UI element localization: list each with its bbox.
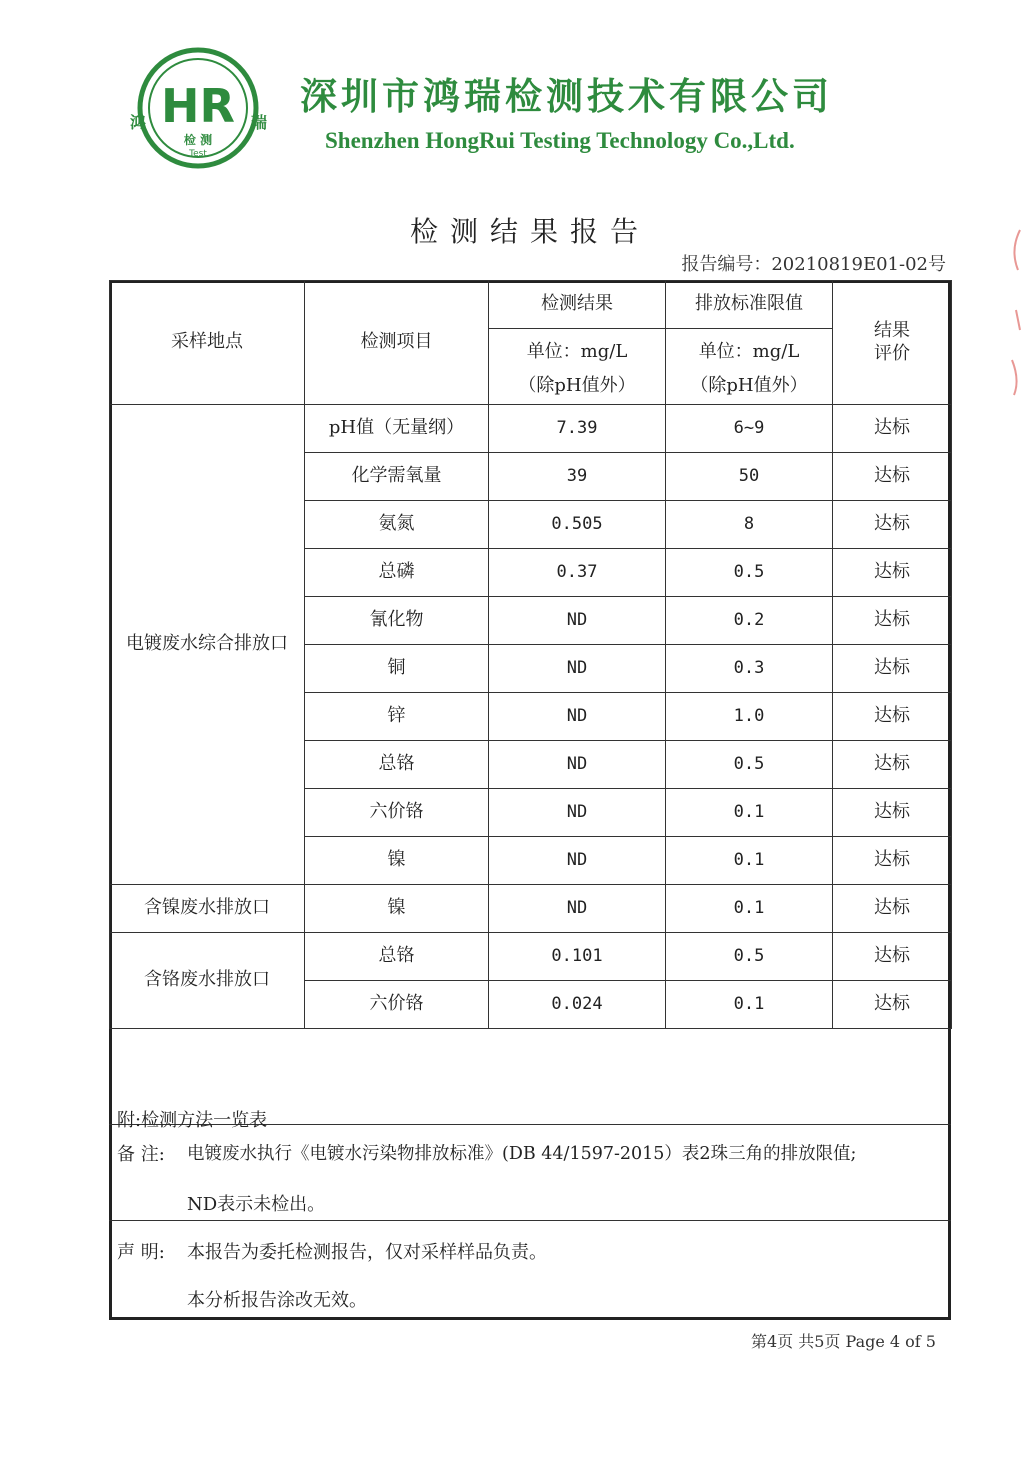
eval-cell: 达标 (833, 501, 952, 549)
header-limit: 排放标准限值 (666, 281, 833, 329)
logo-letters: HR (161, 79, 235, 133)
company-name-cn: 深圳市鸿瑞检测技术有限公司 (300, 74, 833, 118)
statement-line-1: 本报告为委托检测报告，仅对采样样品负责。 (187, 1242, 547, 1263)
header-result: 检测结果 (489, 281, 666, 329)
result-cell: 0.101 (489, 933, 666, 981)
result-cell: ND (489, 693, 666, 741)
item-cell: 铜 (305, 645, 489, 693)
eval-cell: 达标 (833, 933, 952, 981)
limit-cell: 0.1 (666, 885, 833, 933)
item-cell: pH值（无量纲） (305, 405, 489, 453)
limit-cell: 50 (666, 453, 833, 501)
notes-section (109, 1032, 951, 1320)
item-cell: 氰化物 (305, 597, 489, 645)
item-cell: 总铬 (305, 741, 489, 789)
result-cell: ND (489, 741, 666, 789)
location-cell: 含铬废水排放口 (110, 933, 305, 1029)
limit-cell: 0.3 (666, 645, 833, 693)
item-cell: 六价铬 (305, 789, 489, 837)
logo-sub: 检 测 (183, 133, 213, 147)
eval-cell: 达标 (833, 789, 952, 837)
limit-unit-note: （除pH值外） (690, 374, 808, 396)
result-cell: 0.37 (489, 549, 666, 597)
table-row (110, 405, 952, 453)
remark-line-1: 电镀废水执行《电镀水污染物排放标准》(DB 44/1597-2015）表2珠三角的排放限值; (187, 1144, 857, 1164)
location-cell: 含镍废水排放口 (110, 885, 305, 933)
item-cell: 化学需氧量 (305, 453, 489, 501)
company-name-en: Shenzhen HongRui Testing Technology Co.,Ltd. (325, 128, 795, 153)
result-cell: 7.39 (489, 405, 666, 453)
eval-cell: 达标 (833, 405, 952, 453)
result-unit: 单位：mg/L (526, 340, 628, 362)
eval-cell: 达标 (833, 981, 952, 1029)
result-cell: ND (489, 789, 666, 837)
item-cell: 六价铬 (305, 981, 489, 1029)
logo-sub-en: Test (189, 149, 207, 159)
limit-cell: 1.0 (666, 693, 833, 741)
header-location: 采样地点 (110, 281, 305, 405)
logo-right-char: 瑞 (250, 113, 268, 132)
stamp-fragment (1006, 220, 1024, 400)
item-cell: 镍 (305, 837, 489, 885)
result-cell: ND (489, 597, 666, 645)
item-cell: 总铬 (305, 933, 489, 981)
statement-line-2: 本分析报告涂改无效。 (187, 1290, 367, 1311)
attachment-note: 附:检测方法一览表 (117, 1110, 268, 1131)
notes-divider (109, 1220, 951, 1221)
header-limit-unit (666, 329, 833, 405)
result-cell: 39 (489, 453, 666, 501)
eval-cell: 达标 (833, 453, 952, 501)
result-cell: 0.505 (489, 501, 666, 549)
limit-cell: 0.5 (666, 933, 833, 981)
remark-label: 备 注: (117, 1144, 165, 1165)
eval-cell: 达标 (833, 693, 952, 741)
limit-cell: 0.1 (666, 837, 833, 885)
item-cell: 镍 (305, 885, 489, 933)
header-eval (833, 281, 952, 405)
header-row (110, 281, 952, 329)
eval-cell: 达标 (833, 837, 952, 885)
item-cell: 氨氮 (305, 501, 489, 549)
item-cell: 总磷 (305, 549, 489, 597)
remark-line-2: ND表示未检出。 (187, 1194, 326, 1215)
result-cell: ND (489, 837, 666, 885)
logo-left-char: 鸿 (129, 113, 147, 132)
limit-cell: 0.1 (666, 789, 833, 837)
report-number: 报告编号：20210819E01-02号 (681, 254, 946, 275)
page-number: 第4页 共5页 Page 4 of 5 (750, 1332, 936, 1351)
results-table (109, 280, 952, 1029)
eval-cell: 达标 (833, 645, 952, 693)
eval-cell: 达标 (833, 885, 952, 933)
header-item: 检测项目 (305, 281, 489, 405)
header-result-unit (489, 329, 666, 405)
eval-cell: 达标 (833, 741, 952, 789)
result-unit-note: （除pH值外） (518, 374, 636, 396)
document-title: 检测结果报告 (409, 215, 650, 248)
result-cell: ND (489, 645, 666, 693)
limit-cell: 0.5 (666, 741, 833, 789)
company-logo (128, 46, 268, 174)
result-cell: ND (489, 885, 666, 933)
header-eval-text: 结果评价 (874, 320, 910, 365)
eval-cell: 达标 (833, 549, 952, 597)
limit-cell: 0.5 (666, 549, 833, 597)
limit-cell: 8 (666, 501, 833, 549)
statement-label: 声 明: (117, 1242, 165, 1263)
limit-cell: 6~9 (666, 405, 833, 453)
limit-cell: 0.2 (666, 597, 833, 645)
location-cell: 电镀废水综合排放口 (110, 405, 305, 885)
eval-cell: 达标 (833, 597, 952, 645)
limit-cell: 0.1 (666, 981, 833, 1029)
item-cell: 锌 (305, 693, 489, 741)
limit-unit: 单位：mg/L (698, 340, 800, 362)
table-row (110, 885, 952, 933)
table-row (110, 933, 952, 981)
result-cell: 0.024 (489, 981, 666, 1029)
